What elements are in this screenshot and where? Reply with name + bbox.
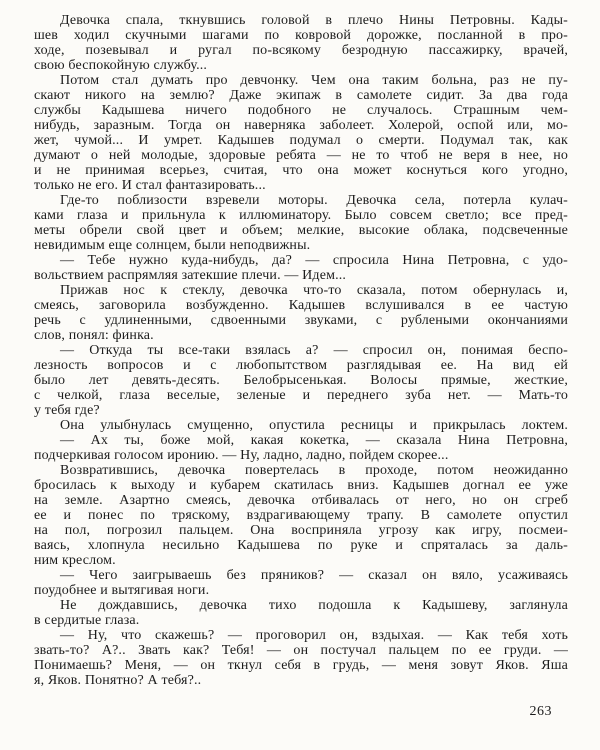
text-line: было лет девять-десять. Белобрысенькая. Волосы прямые, жесткие, — [34, 373, 568, 388]
text-line: лезность вопросов и с любопытством разглядывая ее. На вид ей — [34, 358, 568, 373]
paragraph — [34, 13, 568, 73]
paragraph — [34, 598, 568, 628]
text-line: Девочка спала, ткнувшись головой в плечо Нины Петровны. Кады- — [60, 13, 568, 28]
text-line: службы Кадышева ничего подобного не случалось. Страшным чем- — [34, 103, 568, 118]
text-line: ваясь, хлопнула несильно Кадышева по руке и спряталась за даль- — [34, 538, 568, 553]
text-line: ним креслом. — [34, 553, 116, 568]
text-line: Где-то поблизости взревели моторы. Девочка села, потерла кулач- — [60, 193, 568, 208]
text-line: на земле. Азартно смеясь, девочка отбивалась от него, но он сгреб — [34, 493, 568, 508]
text-line: речь с удлиненными, сдвоенными звуками, с рублеными окончаниями — [34, 313, 568, 328]
text-line: — Ну, что скажешь? — проговорил он, вздыхая. — Как тебя хоть — [60, 628, 568, 643]
paragraph — [34, 73, 568, 193]
text-line: слов, понял: финка. — [34, 328, 154, 343]
text-line: думают о ней молодые, здоровые ребята — не то чтоб не веря в нее, но — [34, 148, 568, 163]
page-number: 263 — [529, 704, 552, 719]
text-line: шев ходил скучными шагами по ковровой дорожке, посланной в про- — [34, 28, 568, 43]
text-line: ее и понес по тряскому, вздрагивающему трапу. В самолете опустил — [34, 508, 568, 523]
text-block — [34, 13, 568, 688]
text-line: на пол, погрозил пальцем. Она восприняла угрозу как игру, посмеи- — [34, 523, 568, 538]
paragraph — [34, 628, 568, 688]
paragraph — [34, 253, 568, 283]
text-line: Потом стал думать про девчонку. Чем она таким больна, раз не пу- — [60, 73, 568, 88]
paragraph — [34, 433, 568, 463]
text-line: звать-то? А?.. Звать как? Тебя! — он постучал пальцем по ее груди. — — [34, 643, 568, 658]
text-line: вольствием распрямляя затекшие плечи. — Идем... — [34, 268, 347, 283]
text-line: бросилась к выходу и кубарем скатилась вниз. Кадышев догнал ее уже — [34, 478, 568, 493]
paragraph — [34, 283, 568, 343]
text-line: Прижав нос к стеклу, девочка что-то сказала, потом обернулась и, — [60, 283, 568, 298]
text-line: у тебя где? — [34, 403, 100, 418]
text-line: и не принимая всерьез, считая, что она может коснуться кого угодно, — [34, 163, 568, 178]
text-line: свою беспокойную службу... — [34, 58, 208, 73]
text-line: с челкой, глаза веселые, зеленые и переднего зуба нет. — Мать-то — [34, 388, 568, 403]
text-line: смеясь, заговорила возбужденно. Кадышев вслушивался в ее частую — [34, 298, 568, 313]
text-line: нибудь, заразным. Тогда он наверняка заболеет. Холерой, оспой или, мо- — [34, 118, 568, 133]
text-line: — Откуда ты все-таки взялась а? — спросил он, понимая беспо- — [60, 343, 568, 358]
text-line: поудобнее и вытягивая ноги. — [34, 583, 210, 598]
text-line: Она улыбнулась смущенно, опустила ресницы и прикрылась локтем. — [60, 418, 568, 433]
paragraph — [34, 568, 568, 598]
paragraph — [34, 463, 568, 568]
text-line: подчеркивая голосом иронию. — Ну, ладно, ладно, пойдем скорее... — [34, 448, 449, 463]
text-line: только не его. И стал фантазировать... — [34, 178, 266, 193]
text-line: ходе, позевывал и ругал по-всякому безродную пассажирку, врачей, — [34, 43, 568, 58]
text-line: в сердитые глаза. — [34, 613, 140, 628]
text-line: Возвратившись, девочка повертелась в проходе, потом неожиданно — [60, 463, 568, 478]
text-line: — Чего заигрываешь без пряников? — сказал он вяло, усаживаясь — [60, 568, 568, 583]
paragraph — [34, 193, 568, 253]
text-line: невидимым еще солнцем, были неподвижны. — [34, 238, 311, 253]
text-line: Не дождавшись, девочка тихо подошла к Кадышеву, заглянула — [60, 598, 568, 613]
text-line: — Тебе нужно куда-нибудь, да? — спросила Нина Петровна, с удо- — [60, 253, 568, 268]
text-line: меты обрели свой цвет и объем; мелкие, высокие облака, подсвеченные — [34, 223, 568, 238]
text-line: ками глаза и прильнула к иллюминатору. Было совсем светло; все пред- — [34, 208, 568, 223]
paragraph — [34, 343, 568, 418]
paragraph — [34, 418, 568, 433]
text-line: скают никого на землю? Даже экипаж в самолете сидит. За два года — [34, 88, 568, 103]
text-line: жет, чумой... И умрет. Кадышев подумал о смерти. Подумал так, как — [34, 133, 568, 148]
text-line: — Ах ты, боже мой, какая кокетка, — сказала Нина Петровна, — [60, 433, 568, 448]
text-line: я, Яков. Понятно? А тебя?.. — [34, 673, 202, 688]
text-line: Понимаешь? Меня, — он ткнул себя в грудь, — меня зовут Яков. Яша — [34, 658, 568, 673]
